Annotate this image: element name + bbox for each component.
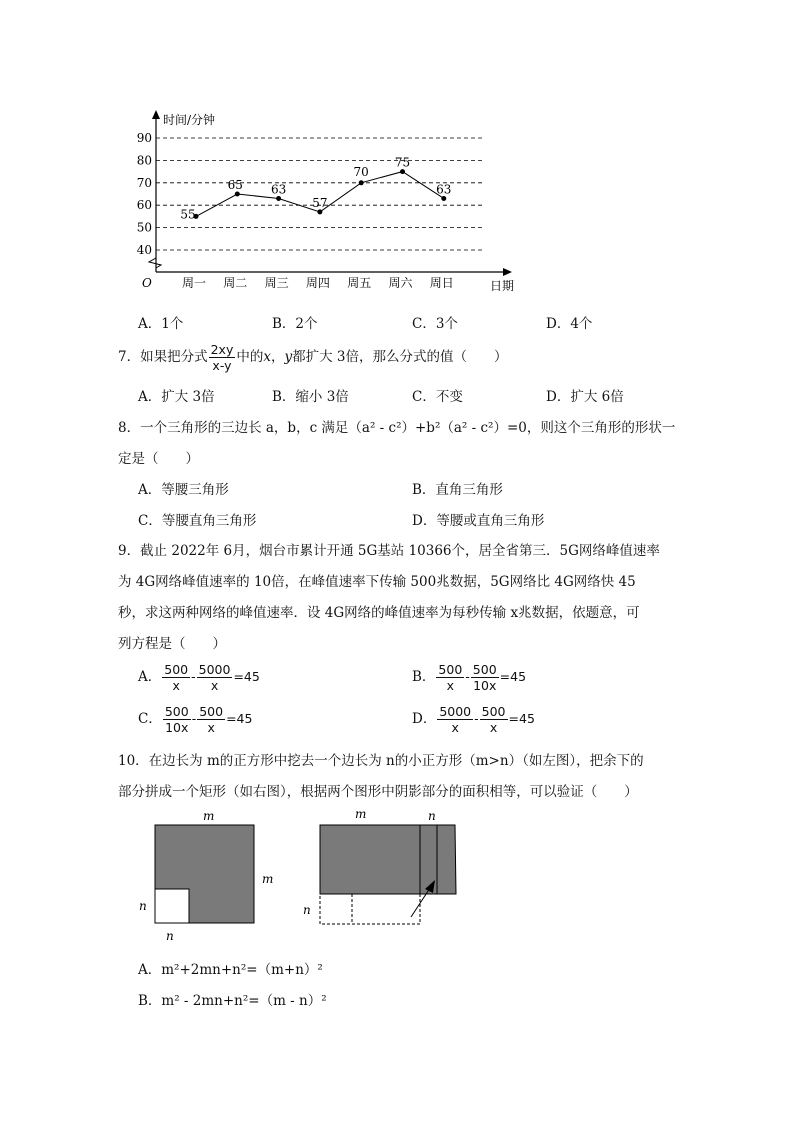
y-tick-label: 70: [136, 175, 152, 190]
left-label-m-top: m: [203, 809, 215, 823]
x-tick-label: 周五: [347, 276, 372, 290]
q9-d-frac1: [437, 704, 473, 735]
q10-stem-line2: 部分拼成一个矩形（如右图），根据两个图形中阴影部分的面积相等，可以验证（ ）: [118, 784, 638, 800]
chart-axes: [149, 110, 512, 276]
q7-post: 中的: [236, 349, 264, 365]
q8-stem-line2: 定是（ ）: [118, 451, 199, 467]
y-axis-label: 时间/分钟: [163, 113, 216, 127]
q10-option-b[interactable]: [138, 989, 327, 1009]
right-label-n-left: n: [303, 903, 311, 917]
q9-stem-line4: 列方程是（ ）: [118, 636, 226, 652]
q9-b-frac1: [436, 662, 464, 693]
x-tick-label: 周四: [305, 276, 330, 290]
q9-b-d2: 10x: [473, 678, 497, 693]
q9-c-n2: 500: [199, 704, 224, 719]
q9-d-n2: 500: [481, 704, 506, 719]
q7-frac-den: x-y: [212, 358, 232, 373]
q7-option-b[interactable]: B．缩小 3倍: [272, 389, 349, 405]
q8-option-d[interactable]: D．等腰或直角三角形: [412, 513, 545, 529]
q9-a-d1: x: [172, 678, 180, 693]
q7-sep: ，: [270, 349, 285, 365]
data-point: [400, 169, 405, 174]
data-point: [441, 196, 446, 201]
q9-a-n1: 500: [164, 662, 189, 677]
q9-c-op: -: [191, 711, 197, 726]
q9-stem-line2: 为 4G网络峰值速率的 10倍，在峰值速率下传输 500兆数据，5G网络比 4G网络快 45: [118, 574, 636, 590]
q7-var-y: y: [284, 349, 293, 365]
q9-c-frac1: [163, 704, 191, 735]
left-cut-square: [155, 889, 189, 923]
q7-option-a[interactable]: A．扩大 3倍: [138, 389, 215, 405]
x-axis-arrow: [503, 268, 512, 276]
q7-frac-num: 2xy: [210, 342, 234, 357]
y-tick-label: 90: [136, 131, 152, 145]
q9-option-a[interactable]: [138, 662, 260, 693]
origin-label: O: [142, 276, 152, 290]
x-tick-label: 周三: [264, 276, 289, 290]
q9-stem-line3: 秒，求这两种网络的峰值速率．设 4G网络的峰值速率为每秒传输 x兆数据，依题意，可: [118, 605, 640, 621]
q9-b-rhs: =45: [499, 669, 527, 684]
q9-option-b-label: B．: [412, 669, 436, 685]
q9-option-c-label: C．: [138, 711, 162, 727]
q9-a-frac1: [162, 662, 190, 693]
q10-stem-line1: 10．在边长为 m的正方形中挖去一个边长为 n的小正方形（m>n）（如左图），把余下的: [118, 753, 644, 769]
q6-option-d[interactable]: D．4个: [546, 316, 593, 332]
q9-option-d-label: D．: [412, 711, 437, 727]
q9-d-op: -: [474, 711, 479, 726]
q9-c-d2: x: [207, 720, 215, 735]
q6-option-c[interactable]: C．3个: [412, 316, 458, 332]
q9-a-d2: x: [210, 678, 219, 693]
line-chart: [120, 100, 530, 300]
data-label: 57: [312, 195, 328, 210]
q9-d-n1: 5000: [439, 704, 472, 719]
q10-option-b-expr: m² - 2mn+n²=（m - n）²: [161, 993, 327, 1009]
q9-b-n1: 500: [438, 662, 463, 677]
data-label: 70: [353, 164, 369, 179]
right-label-n-top: n: [428, 809, 436, 823]
q9-a-n2: 5000: [198, 662, 231, 677]
q9-d-rhs: =45: [508, 711, 535, 726]
q9-b-frac2: [471, 662, 499, 693]
data-label: 65: [227, 178, 243, 192]
right-label-m: m: [355, 807, 367, 821]
q7-var-x: x: [263, 349, 271, 365]
right-rectangle-figure: [295, 800, 475, 930]
q8-stem-line1: 8．一个三角形的三边长 a，b，c 满足（a² - c²）+b²（a² - c²）=0，则这个三角形的形状一: [118, 420, 676, 436]
x-tick-label: 周六: [388, 276, 413, 290]
q7-stem: [118, 342, 508, 373]
q9-option-b[interactable]: [412, 662, 526, 693]
data-label: 63: [270, 182, 287, 197]
q9-b-d1: x: [446, 678, 455, 693]
y-tick-label: 50: [136, 220, 152, 235]
left-square-figure: [130, 805, 290, 945]
x-tick-label: 周日: [429, 276, 454, 290]
data-label: 75: [394, 155, 411, 170]
left-label-n-left: n: [139, 899, 147, 913]
q9-c-n1: 500: [164, 704, 189, 719]
q7-fraction: [209, 342, 236, 373]
left-label-m-right: m: [262, 872, 274, 886]
y-tick-label: 40: [136, 243, 152, 257]
y-tick-label: 60: [136, 198, 152, 213]
right-main-rect: [320, 825, 420, 894]
data-label: 63: [436, 182, 452, 197]
q10-option-b-label: B．: [138, 993, 162, 1009]
q9-option-d[interactable]: [412, 704, 535, 735]
q6-option-a[interactable]: A．1个: [138, 316, 184, 332]
q9-a-frac2: [197, 662, 233, 693]
q9-c-d1: 10x: [165, 720, 189, 735]
q7-pre: 7．如果把分式: [118, 349, 208, 365]
y-axis-arrow: [152, 110, 160, 119]
q9-b-op: -: [465, 669, 470, 684]
q9-d-d1: x: [451, 720, 459, 735]
q8-option-a[interactable]: A．等腰三角形: [138, 482, 229, 498]
q9-b-n2: 500: [472, 662, 497, 677]
q9-a-rhs: =45: [233, 669, 260, 684]
data-point: [235, 192, 240, 197]
dashed-missing-region: [320, 894, 420, 924]
q9-option-a-label: A．: [138, 669, 162, 685]
x-axis-label: 日期: [490, 279, 515, 293]
chart-series: [194, 169, 447, 219]
q9-d-d2: x: [489, 720, 498, 735]
q7-tail: 都扩大 3倍，那么分式的值（ ）: [292, 349, 508, 365]
data-label: 55: [180, 207, 196, 222]
q9-option-c[interactable]: [138, 704, 252, 735]
data-point: [317, 209, 322, 214]
q9-d-frac2: [480, 704, 508, 735]
q6-option-b[interactable]: B．2个: [272, 316, 318, 332]
data-point: [359, 180, 364, 185]
q9-a-op: -: [191, 669, 196, 684]
q9-c-rhs: =45: [226, 711, 253, 726]
x-tick-label: 周二: [223, 276, 248, 290]
left-label-n-bottom: n: [166, 929, 174, 943]
q10-option-a-expr: m²+2mn+n²=（m+n）²: [161, 962, 323, 978]
q7-option-c[interactable]: C．不变: [412, 389, 463, 405]
x-tick-label: 周一: [181, 276, 207, 290]
chart-labels: [137, 112, 514, 293]
data-point: [276, 196, 281, 201]
y-axis-break: [149, 258, 161, 268]
y-tick-label: 80: [136, 153, 152, 168]
q8-option-b[interactable]: B．直角三角形: [412, 482, 503, 498]
q8-option-c[interactable]: C．等腰直角三角形: [138, 513, 257, 529]
right-strip: [420, 825, 456, 894]
q7-option-d[interactable]: D．扩大 6倍: [546, 389, 624, 405]
q10-option-a-label: A．: [138, 962, 162, 978]
q9-c-frac2: [197, 704, 225, 735]
chart-grid: [156, 138, 484, 250]
q10-option-a[interactable]: [138, 958, 323, 978]
q9-stem-line1: 9．截止 2022年 6月，烟台市累计开通 5G基站 10366个，居全省第三．5G网络峰值速率: [118, 543, 660, 559]
